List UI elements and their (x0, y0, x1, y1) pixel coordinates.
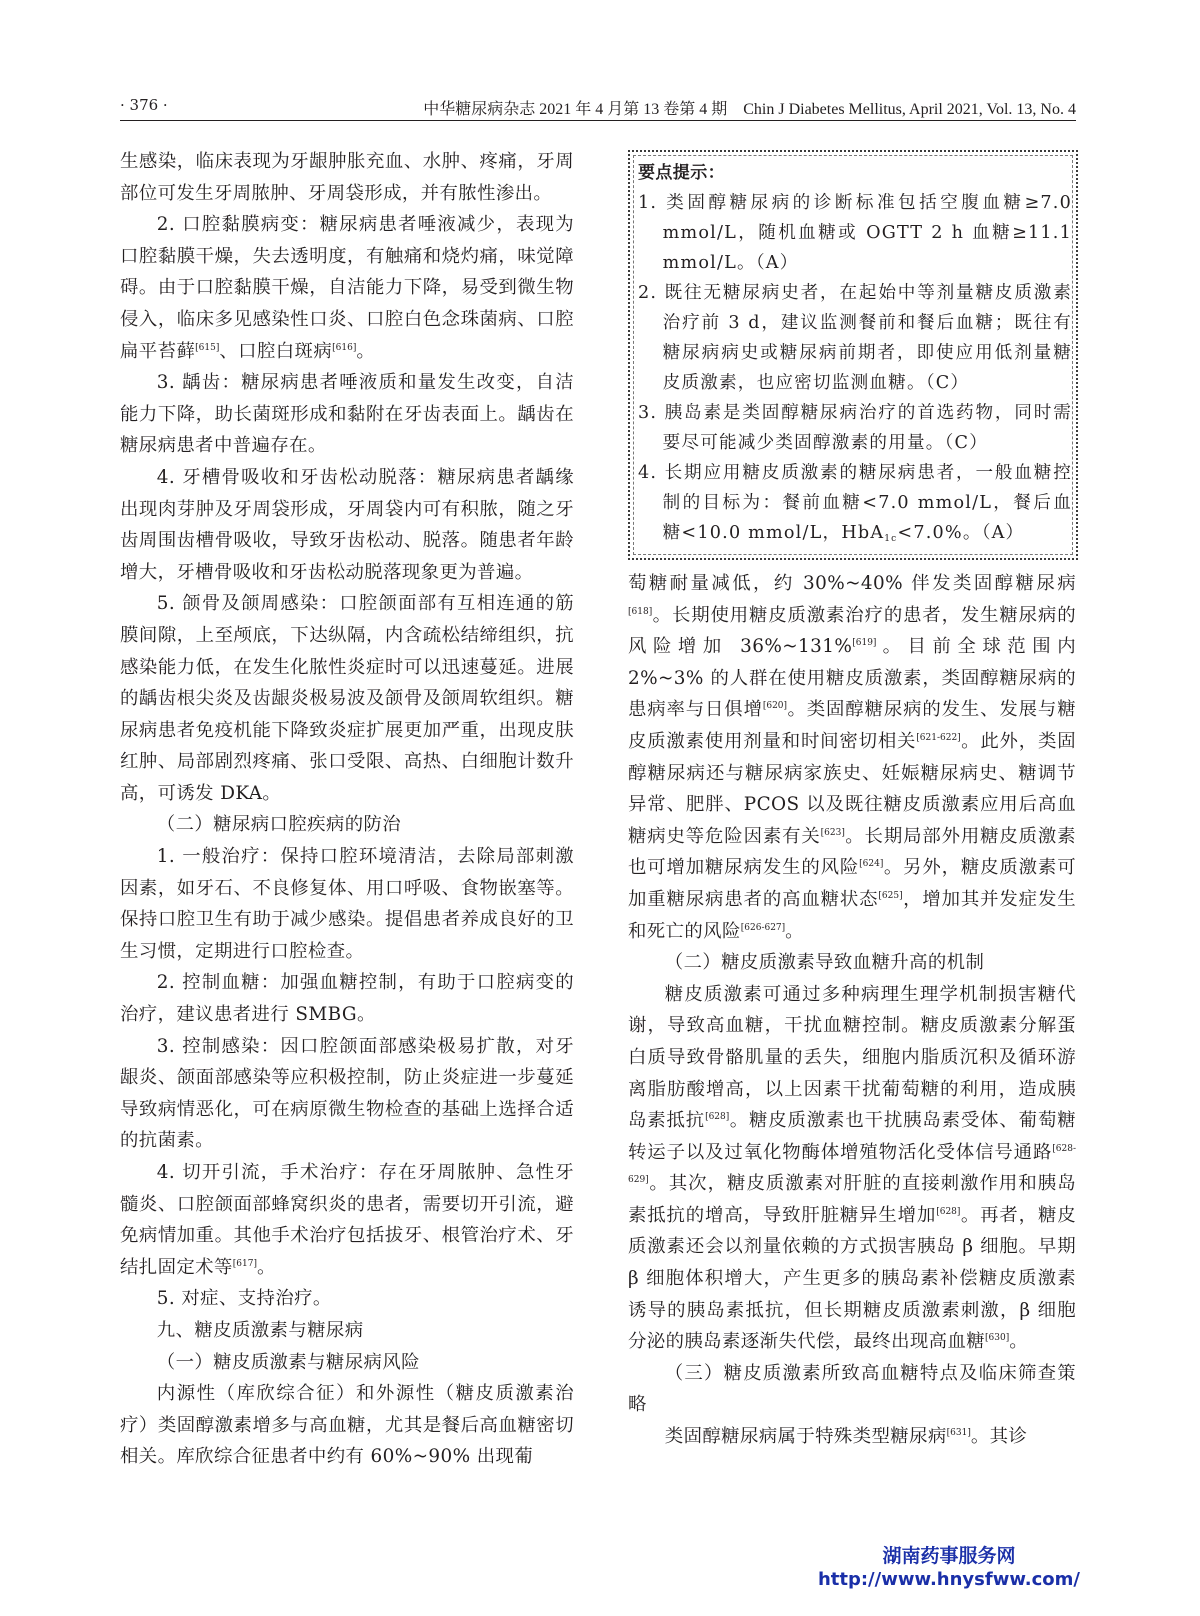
watermark-site-name: 湖南药事服务网 (882, 1545, 1016, 1567)
paragraph: 3. 控制感染：因口腔颌面部感染极易扩散，对牙龈炎、颌面部感染等应积极控制，防止炎症进一步蔓延导致病情恶化，可在病原微生物检查的基础上选择合适的抗菌素。 (120, 1035, 574, 1152)
page-number: · 376 · (120, 96, 168, 114)
paragraph: 糖皮质激素可通过多种病理生理学机制损害糖代谢，导致高血糖，干扰血糖控制。糖皮质激素分解蛋白质导致骨骼肌量的丢失，细胞内脂质沉积及循环游离脂肪酸增高，以上因素干扰葡萄糖的利用，造成胰岛素抵抗[628]。糖皮质激素也干扰胰岛素受体、葡萄糖转运子以及过氧化物酶体增殖物活化受体信号通路[628-629]。其次，糖皮质激素对肝脏的直接刺激作用和胰岛素抵抗的增高，导致肝脏糖异生增加[628]。再者，糖皮质激素还会以剂量依赖的方式损害胰岛 β 细胞。早期 β 细胞体积增大，产生更多的胰岛素补偿糖皮质激素诱导的胰岛素抵抗，但长期糖皮质激素刺激，β 细胞分泌的胰岛素逐渐失代偿，最终出现高血糖[630]。 (628, 983, 1076, 1353)
citation: [619] (852, 638, 877, 649)
left-column (120, 146, 574, 1473)
paragraph: 4. 切开引流，手术治疗：存在牙周脓肿、急性牙髓炎、口腔颌面部蜂窝织炎的患者，需要切开引流，避免病情加重。其他手术治疗包括拔牙、根管治疗术、牙结扎固定术等[617]。 (120, 1162, 574, 1278)
citation: [624] (859, 859, 884, 870)
citation: [616] (332, 342, 357, 353)
citation: [631] (946, 1428, 971, 1439)
citation: [628-629] (628, 1143, 1076, 1186)
section-heading: （三）糖皮质激素所致高血糖特点及临床筛查策略 (628, 1362, 1076, 1416)
key-point-item: 4. 长期应用糖皮质激素的糖尿病患者，一般血糖控制的目标为：餐前血糖<7.0 mmol/L，餐后血糖<10.0 mmol/L，HbA$_{1c}$<7.0%。（A） (638, 463, 1072, 544)
journal-citation: 中华糖尿病杂志 2021 年 4 月第 13 卷第 4 期 Chin J Diabetes Mellitus, April 2021, Vol. 13, No. 4 (423, 101, 1076, 118)
paragraph: 1. 一般治疗：保持口腔环境清洁，去除局部刺激因素，如牙石、不良修复体、用口呼吸、食物嵌塞等。保持口腔卫生有助于减少感染。提倡患者养成良好的卫生习惯，定期进行口腔检查。 (120, 846, 574, 962)
citation: [620] (762, 701, 788, 712)
paragraph: 2. 口腔黏膜病变：糖尿病患者唾液减少，表现为口腔黏膜干燥，失去透明度，有触痛和烧灼痛，味觉障碍。由于口腔黏膜干燥，自洁能力下降，易受到微生物侵入，临床多见感染性口炎、口腔白色念珠菌病、口腔扁平苔藓[615]、口腔白斑病[616]。 (120, 214, 574, 362)
running-header (120, 96, 1076, 121)
citation: [628] (936, 1206, 961, 1217)
key-point-item: 3. 胰岛素是类固醇糖尿病治疗的首选药物，同时需要尽可能减少类固醇激素的用量。（C） (638, 403, 1072, 453)
citation: [626-627] (740, 922, 786, 933)
section-heading: （二）糖尿病口腔疾病的防治 (156, 814, 402, 836)
paragraph: 类固醇糖尿病属于特殊类型糖尿病[631]。其诊 (664, 1426, 1028, 1448)
watermark-url: http://www.hnysfww.com/ (817, 1569, 1080, 1590)
key-points-box (628, 150, 1078, 560)
paragraph: 5. 颌骨及颌周感染：口腔颌面部有互相连通的筋膜间隙，上至颅底，下达纵隔，内含疏松结缔组织，抗感染能力低，在发生化脓性炎症时可以迅速蔓延。进展的龋齿根尖炎及齿龈炎极易波及颌骨及颌周软组织。糖尿病患者免疫机能下降致炎症扩展更加严重，出现皮肤红肿、局部剧烈疼痛、张口受限、高热、白细胞计数升高，可诱发 DKA。 (120, 593, 574, 804)
paragraph: 内源性（库欣综合征）和外源性（糖皮质激素治疗）类固醇激素增多与高血糖，尤其是餐后高血糖密切相关。库欣综合征患者中约有 60%~90% 出现葡 (120, 1383, 574, 1468)
right-column (628, 146, 1076, 1453)
chapter-heading: 九、糖皮质激素与糖尿病 (156, 1319, 364, 1341)
citation: [618] (628, 606, 653, 617)
section-heading: （一）糖皮质激素与糖尿病风险 (156, 1351, 420, 1373)
citation: [617] (232, 1258, 257, 1269)
key-point-item: 1. 类固醇糖尿病的诊断标准包括空腹血糖≥7.0 mmol/L，随机血糖或 OGTT 2 h 血糖≥11.1 mmol/L。（A） (638, 193, 1072, 273)
citation: [625] (878, 890, 903, 901)
citation: [615] (195, 342, 220, 353)
citation: [623] (820, 827, 845, 838)
section-heading: （二）糖皮质激素导致血糖升高的机制 (664, 952, 985, 974)
paragraph: 萄糖耐量减低，约 30%~40% 伴发类固醇糖尿病[618]。长期使用糖皮质激素治疗的患者，发生糖尿病的风险增加 36%~131%[619]。目前全球范围内 2%~3% 的人群在使用糖皮质激素，类固醇糖尿病的患病率与日俱增[620]。类固醇糖尿病的发生、发展与糖皮质激素使用剂量和时间密切相关[621-622]。此外，类固醇糖尿病还与糖尿病家族史、妊娠糖尿病史、糖调节异常、肥胖、PCOS 以及既往糖皮质激素应用后高血糖病史等危险因素有关[623]。长期局部外用糖皮质激素也可增加糖尿病发生的风险[624]。另外，糖皮质激素可加重糖尿病患者的高血糖状态[625]，增加其并发症发生和死亡的风险[626-627]。 (628, 573, 1076, 942)
citation: [630] (985, 1333, 1010, 1344)
paragraph: 2. 控制血糖：加强血糖控制，有助于口腔病变的治疗，建议患者进行 SMBG。 (120, 972, 574, 1026)
site-watermark (818, 1544, 1080, 1592)
paragraph: 5. 对症、支持治疗。 (156, 1288, 332, 1310)
citation: [621-622] (916, 732, 961, 743)
paragraph: 3. 龋齿：糖尿病患者唾液质和量发生改变，自洁能力下降，助长菌斑形成和黏附在牙齿表面上。龋齿在糖尿病患者中普遍存在。 (120, 372, 574, 457)
key-points-title: 要点提示： (638, 163, 725, 183)
key-point-item: 2. 既往无糖尿病史者，在起始中等剂量糖皮质激素治疗前 3 d，建议监测餐前和餐后血糖；既往有糖尿病病史或糖尿病前期者，即使应用低剂量糖皮质激素，也应密切监测血糖。（C） (638, 283, 1072, 393)
paragraph: 4. 牙槽骨吸收和牙齿松动脱落：糖尿病患者龋缘出现肉芽肿及牙周袋形成，牙周袋内可有积脓，随之牙齿周围齿槽骨吸收，导致牙齿松动、脱落。随患者年龄增大，牙槽骨吸收和牙齿松动脱落现象更为普遍。 (120, 466, 574, 583)
citation: [628] (705, 1112, 730, 1123)
paragraph: 生感染，临床表现为牙龈肿胀充血、水肿、疼痛，牙周部位可发生牙周脓肿、牙周袋形成，并有脓性渗出。 (120, 151, 574, 204)
